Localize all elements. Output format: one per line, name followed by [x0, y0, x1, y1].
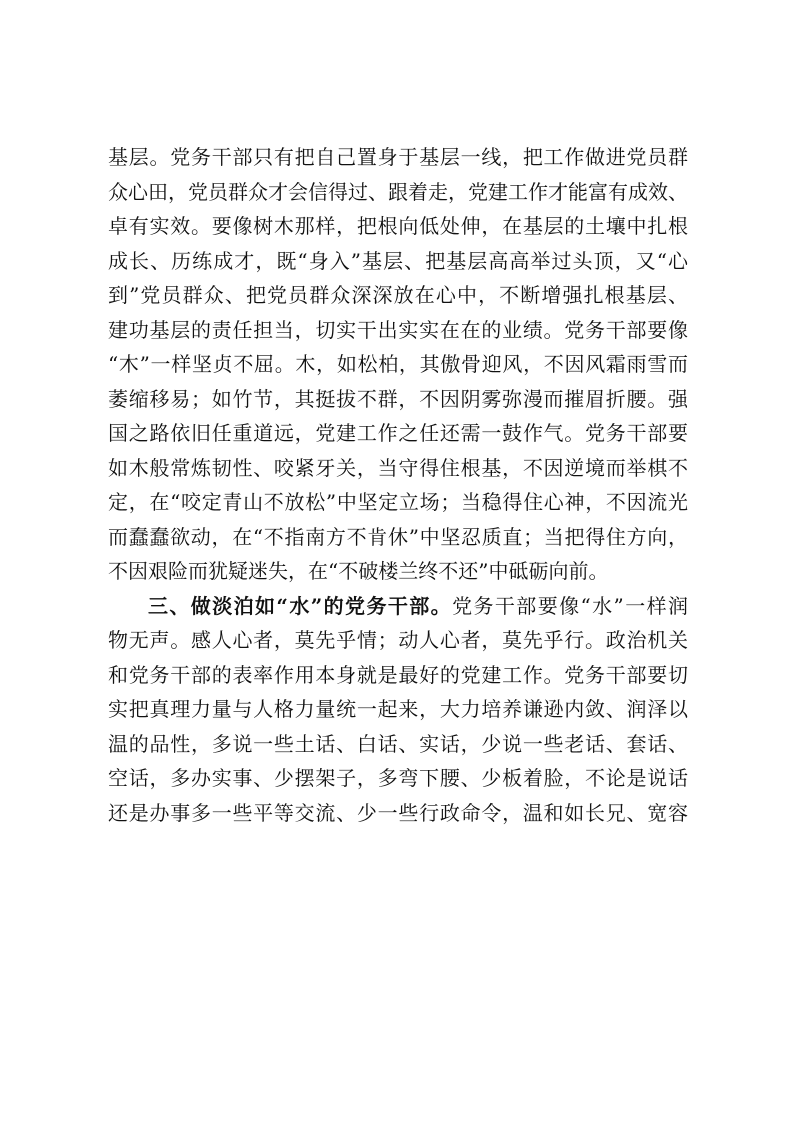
- paragraph-2: [108, 589, 688, 831]
- text-line: 到”党员群众、把党员群众深深放在心中，不断增强扎根基层、: [108, 283, 688, 307]
- text-line: 还是办事多一些平等交流、少一些行政命令，温和如长兄、宽容: [108, 800, 688, 825]
- text-line: 空话，多办实事、少摆架子，多弯下腰、少板着脸，不论是说话: [108, 766, 688, 790]
- heading-line-rest: 党务干部要像“水”一样润: [452, 593, 688, 618]
- text-line: 温的品性，多说一些土话、白话、实话，少说一些老话、套话、: [108, 731, 688, 756]
- section-heading: 三、做淡泊如“水”的党务干部。: [148, 593, 453, 618]
- text-line: 萎缩移易；如竹节，其挺拔不群，不因阴雾弥漫而摧眉折腰。强: [108, 386, 688, 411]
- text-line: 物无声。感人心者，莫先乎情；动人心者，莫先乎行。政治机关: [108, 628, 688, 652]
- text-line: 不因艰险而犹疑迷失，在“不破楼兰终不还”中砥砺向前。: [108, 559, 609, 583]
- text-line: 如木般常炼韧性、咬紧牙关，当守得住根基，不因逆境而举棋不: [108, 455, 688, 480]
- text-line: 众心田，党员群众才会信得过、跟着走，党建工作才能富有成效、: [108, 179, 688, 204]
- text-line: 国之路依旧任重道远，党建工作之任还需一鼓作气。党务干部要: [108, 421, 688, 445]
- text-line: 基层。党务干部只有把自己置身于基层一线，把工作做进党员群: [108, 145, 688, 169]
- text-line: 实把真理力量与人格力量统一起来，大力培养谦逊内敛、润泽以: [108, 697, 688, 721]
- text-line: 建功基层的责任担当，切实干出实实在在的业绩。党务干部要像: [108, 317, 688, 342]
- text-line: 成长、历练成才，既“身入”基层、把基层高高举过头顶，又“心: [108, 248, 688, 273]
- text-line: “木”一样坚贞不屈。木，如松柏，其傲骨迎风，不因风霜雨雪而: [108, 352, 688, 376]
- document-body: [108, 140, 688, 830]
- text-line: 定，在“咬定青山不放松”中坚定立场；当稳得住心神，不因流光: [108, 490, 688, 514]
- text-line: [108, 589, 688, 624]
- text-line: 而蠢蠢欲动，在“不指南方不肯休”中坚忍质直；当把得住方向，: [108, 524, 688, 549]
- paragraph-1: [108, 140, 688, 589]
- text-line: 卓有实效。要像树木那样，把根向低处伸，在基层的土壤中扎根: [108, 214, 688, 238]
- text-line: 和党务干部的表率作用本身就是最好的党建工作。党务干部要切: [108, 662, 688, 687]
